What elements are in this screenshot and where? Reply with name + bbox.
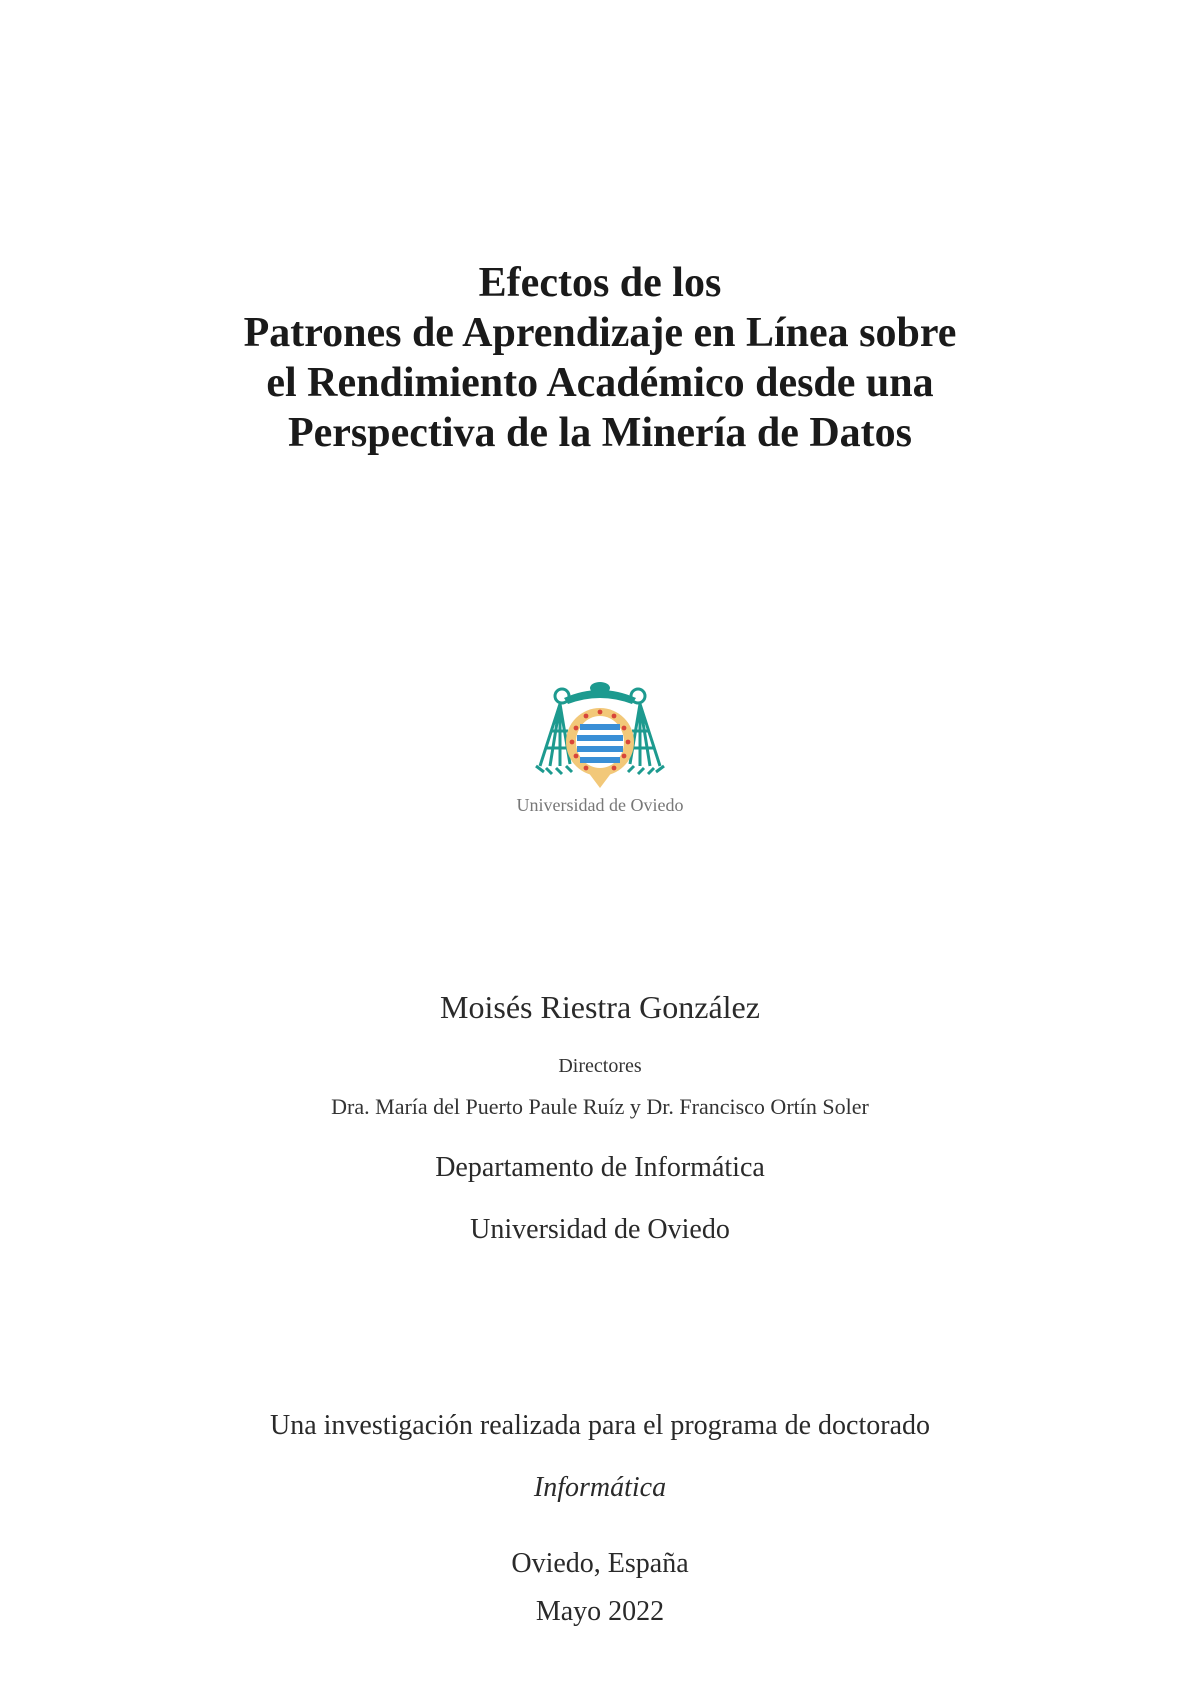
thesis-title: [0, 258, 1200, 458]
dot-2: [612, 714, 617, 719]
title-line-2: Patrones de Aprendizaje en Línea sobre: [243, 310, 957, 356]
department-name: Departamento de Informática: [435, 1152, 765, 1183]
title-line-3: el Rendimiento Académico desde una: [266, 360, 934, 406]
stripe-3: [577, 746, 623, 752]
directors-names: Dra. María del Puerto Paule Ruíz y Dr. Francisco Ortín Soler: [331, 1094, 869, 1119]
program-name: Informática: [533, 1472, 667, 1503]
coat-of-arms-icon: [530, 676, 670, 796]
dot-5: [622, 754, 627, 759]
dot-4: [626, 740, 631, 745]
title-line-1: Efectos de los: [478, 260, 722, 306]
dot-8: [574, 726, 579, 731]
dot-1: [598, 710, 603, 715]
dot-7: [584, 714, 589, 719]
dot-10: [574, 754, 579, 759]
stripe-2: [577, 735, 623, 741]
bow-left: [555, 689, 569, 703]
author-name: Moisés Riestra González: [440, 989, 760, 1025]
dot-6: [612, 766, 617, 771]
directors-label: Directores: [558, 1055, 642, 1077]
tassel-ends-right: [628, 766, 664, 774]
shield-bottom: [588, 772, 612, 788]
hat-brim: [564, 690, 636, 704]
bow-right: [631, 689, 645, 703]
logo-caption: Universidad de Oviedo: [516, 795, 684, 815]
tassel-ends-left: [536, 766, 572, 774]
dot-9: [570, 740, 575, 745]
university-name: Universidad de Oviedo: [470, 1214, 730, 1245]
dot-11: [584, 766, 589, 771]
place: Oviedo, España: [511, 1548, 689, 1579]
stripe-1: [580, 724, 620, 730]
title-line-4: Perspectiva de la Minería de Datos: [287, 410, 913, 456]
stripe-4: [580, 757, 620, 763]
research-statement: Una investigación realizada para el programa de doctorado: [269, 1410, 931, 1441]
dot-3: [622, 726, 627, 731]
date: Mayo 2022: [535, 1596, 665, 1627]
